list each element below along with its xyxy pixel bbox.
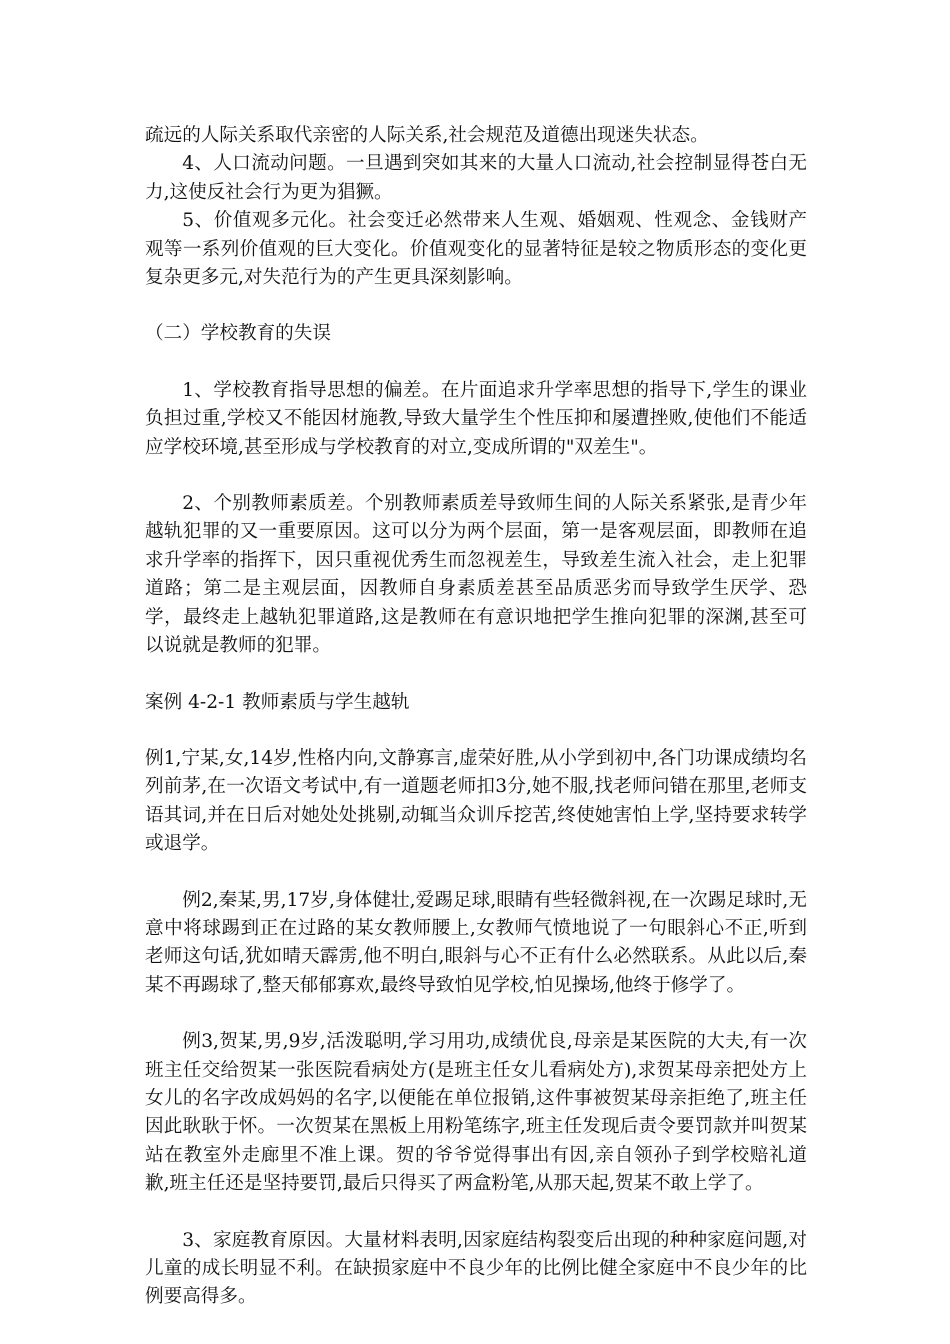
example-1: 例1,宁某,女,14岁,性格内向,文静寡言,虚荣好胜,从小学到初中,各门功课成绩均名列前茅,在一次语文考试中,有一道题老师扣3分,她不服,找老师问错在那里,老师支语其词,并在日后对她处处挑剔,动辄当众训斥挖苦,终使她害怕上学,坚持要求转学或退学。 xyxy=(145,747,807,855)
paragraph-teacher-quality: 2、个别教师素质差。个别教师素质差导致师生间的人际关系紧张,是青少年越轨犯罪的又一重要原因。这可以分为两个层面，第一是客观层面，即教师在追求升学率的指挥下，因只重视优秀生而忽视差生，导致差生流入社会，走上犯罪道路；第二是主观层面，因教师自身素质差甚至品质恶劣而导致学生厌学、恐学，最终走上越轨犯罪道路,这是教师在有意识地把学生推向犯罪的深渊,甚至可以说就是教师的犯罪。 xyxy=(145,493,807,657)
example-3: 例3,贺某,男,9岁,活泼聪明,学习用功,成绩优良,母亲是某医院的大夫,有一次班主任交给贺某一张医院看病处方(是班主任女儿看病处方),求贺某母亲把处方上女儿的名字改成妈妈的名字,以便能在单位报销,这件事被贺某母亲拒绝了,班主任因此耿耿于怀。一次贺某在黑板上用粉笔练字,班主任发现后责令要罚款并叫贺某站在教室外走廊里不准上课。贺的爷爷觉得事出有因,亲自领孙子到学校赔礼道歉,班主任还是坚持要罚,最后只得买了两盒粉笔,从那天起,贺某不敢上学了。 xyxy=(145,1031,807,1195)
paragraph-guiding-ideology: 1、学校教育指导思想的偏差。在片面追求升学率思想的指导下,学生的课业负担过重,学校又不能因材施教,导致大量学生个性压抑和屡遭挫败,使他们不能适应学校环境,甚至形成与学校教育的对立,变成所谓的"双差生"。 xyxy=(145,379,807,458)
document-body xyxy=(145,122,807,1312)
paragraph-population-mobility: 4、人口流动问题。一旦遇到突如其来的大量人口流动,社会控制显得苍白无力,这使反社会行为更为猖獗。 xyxy=(145,153,807,203)
case-title: 案例 4-2-1 教师素质与学生越轨 xyxy=(145,691,410,713)
paragraph-value-diversification: 5、价值观多元化。社会变迁必然带来人生观、婚姻观、性观念、金钱财产观等一系列价值观的巨大变化。价值观变化的显著特征是较之物质形态的变化更复杂更多元,对失范行为的产生更具深刻影响。 xyxy=(145,210,807,289)
section-heading-school-education: （二）学校教育的失误 xyxy=(145,323,331,345)
example-2: 例2,秦某,男,17岁,身体健壮,爱踢足球,眼睛有些轻微斜视,在一次踢足球时,无意中将球踢到正在过路的某女教师腰上,女教师气愤地说了一句眼斜心不正,听到老师这句话,犹如晴天霹雳,他不明白,眼斜与心不正有什么必然联系。从此以后,秦某不再踢球了,整天郁郁寡欢,最终导致怕见学校,怕见操场,他终于修学了。 xyxy=(145,889,807,996)
paragraph-social-relations: 疏远的人际关系取代亲密的人际关系,社会规范及道德出现迷失状态。 xyxy=(145,125,709,146)
paragraph-family-education: 3、家庭教育原因。大量材料表明,因家庭结构裂变后出现的种种家庭问题,对儿童的成长明显不利。在缺损家庭中不良少年的比例比健全家庭中不良少年的比例要高得多。 xyxy=(145,1229,807,1308)
